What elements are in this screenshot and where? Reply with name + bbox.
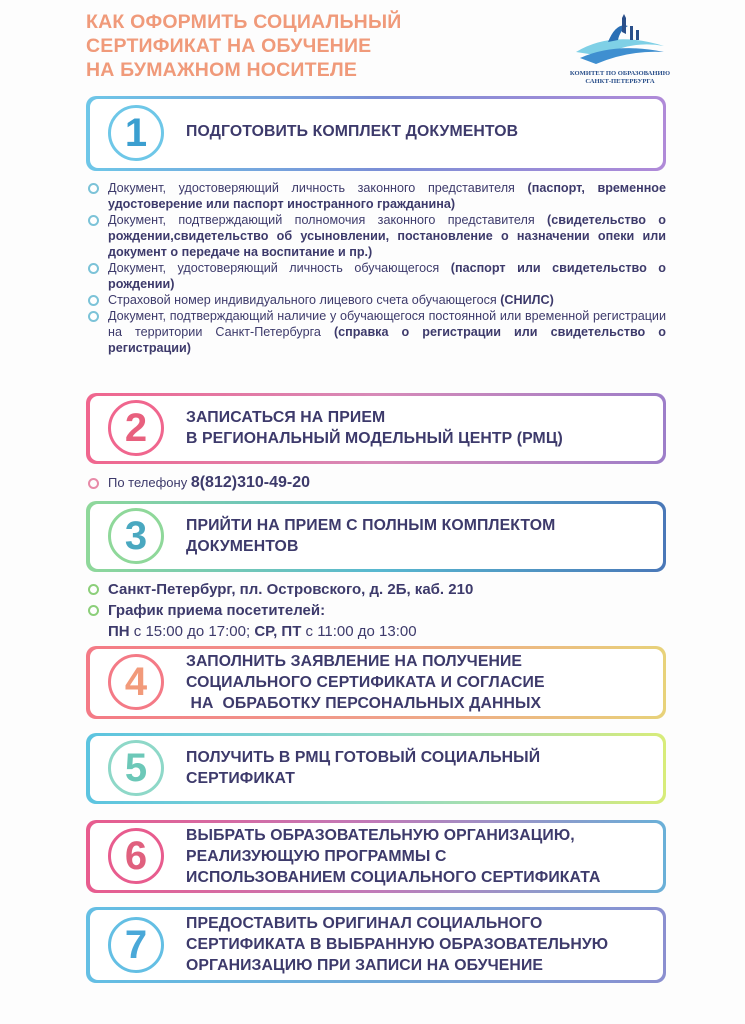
- step-7: [86, 907, 666, 983]
- step-text-line: ИСПОЛЬЗОВАНИЕМ СОЦИАЛЬНОГО СЕРТИФИКАТА: [186, 869, 601, 886]
- step-text: [186, 825, 656, 888]
- schedule-title: [88, 600, 473, 621]
- documents-list: [88, 180, 666, 356]
- step-text: [186, 651, 656, 714]
- item-detail: (СНИЛС): [500, 293, 554, 307]
- step-text-line: СОЦИАЛЬНОГО СЕРТИФИКАТА И СОГЛАСИЕ: [186, 674, 545, 691]
- item-text: Документ, удостоверяющий личность законного представителя: [108, 181, 528, 195]
- list-item: [88, 292, 666, 308]
- list-item: [88, 260, 666, 292]
- step-text-line: ДОКУМЕНТОВ: [186, 538, 299, 555]
- step-text: [186, 407, 656, 449]
- list-item: [88, 180, 666, 212]
- step-text-line: В РЕГИОНАЛЬНЫЙ МОДЕЛЬНЫЙ ЦЕНТР (РМЦ): [186, 430, 563, 447]
- schedule-time: с 15:00 до 17:00;: [129, 623, 255, 640]
- step-6: [86, 820, 666, 893]
- step-number: 5: [108, 740, 164, 796]
- step-text-line: ВЫБРАТЬ ОБРАЗОВАТЕЛЬНУЮ ОРГАНИЗАЦИЮ,: [186, 827, 575, 844]
- item-text: Документ, подтверждающий наличие у обучающегося постоянной или временной регистрации на территории Санкт-Петербурга: [108, 309, 666, 339]
- bullet-icon: [88, 311, 99, 322]
- step-number: 3: [108, 508, 164, 564]
- step-number: 4: [108, 654, 164, 710]
- bullet-icon: [88, 295, 99, 306]
- step-number: 1: [108, 105, 164, 161]
- step-3: [86, 501, 666, 572]
- list-item: [88, 308, 666, 356]
- item-text: Страховой номер индивидуального лицевого счета обучающегося: [108, 293, 501, 307]
- step-number: 2: [108, 400, 164, 456]
- step-text-line: СЕРТИФИКАТА В ВЫБРАННУЮ ОБРАЗОВАТЕЛЬНУЮ: [186, 936, 609, 953]
- item-text: Документ, подтверждающий полномочия законного представителя: [108, 213, 548, 227]
- address-text: Санкт-Петербург, пл. Островского, д. 2Б, каб. 210: [108, 581, 474, 598]
- step-text-line: НА ОБРАБОТКУ ПЕРСОНАЛЬНЫХ ДАННЫХ: [186, 695, 542, 712]
- visit-info: [88, 579, 473, 642]
- step-text-line: ЗАПИСАТЬСЯ НА ПРИЕМ: [186, 409, 386, 426]
- step-text-line: СЕРТИФИКАТ: [186, 770, 296, 787]
- step-4: [86, 646, 666, 719]
- step-text: [186, 121, 656, 142]
- schedule-day: СР, ПТ: [254, 623, 302, 640]
- bullet-icon: [88, 584, 99, 595]
- bullet-icon: [88, 263, 99, 274]
- step-2: [86, 393, 666, 464]
- list-item: [88, 212, 666, 260]
- page-title: [86, 10, 466, 82]
- bullet-icon: [88, 215, 99, 226]
- bullet-icon: [88, 605, 99, 616]
- phone-number: 8(812)310-49-20: [190, 474, 311, 491]
- item-text: Документ, удостоверяющий личность обучающегося: [108, 261, 451, 275]
- step-5: [86, 733, 666, 804]
- bullet-icon: [88, 478, 99, 489]
- address-line: [88, 579, 473, 600]
- item-detail: (паспорт или свидетельство о рождении): [108, 261, 666, 291]
- logo-text: КОМИТЕТ ПО ОБРАЗОВАНИЮ: [569, 70, 671, 77]
- schedule-time: с 11:00 до 13:00: [301, 623, 417, 640]
- step-text-line: ПОЛУЧИТЬ В РМЦ ГОТОВЫЙ СОЦИАЛЬНЫЙ: [186, 749, 541, 766]
- step-text-line: ЗАПОЛНИТЬ ЗАЯВЛЕНИЕ НА ПОЛУЧЕНИЕ: [186, 653, 523, 670]
- step-text-line: ОРГАНИЗАЦИЮ ПРИ ЗАПИСИ НА ОБУЧЕНИЕ: [186, 957, 544, 974]
- item-detail: (справка о регистрации или свидетельство о регистрации): [108, 325, 666, 355]
- phone-label: По телефону: [108, 475, 191, 490]
- step-text-line: РЕАЛИЗУЮЩУЮ ПРОГРАММЫ С: [186, 848, 447, 865]
- step-text-line: ПОДГОТОВИТЬ КОМПЛЕКТ ДОКУМЕНТОВ: [186, 123, 519, 140]
- step-text-line: ПРЕДОСТАВИТЬ ОРИГИНАЛ СОЦИАЛЬНОГО: [186, 915, 543, 932]
- title-line: КАК ОФОРМИТЬ СОЦИАЛЬНЫЙ: [86, 11, 402, 33]
- step-text: [186, 515, 656, 557]
- step-text: [186, 747, 656, 789]
- item-detail: (свидетельство о рождении,свидетельство об усыновлении, постановление о назначении опеки или документ о передаче на воспитание и пр.): [108, 213, 666, 259]
- item-detail: (паспорт, временное удостоверение или паспорт иностранного гражданина): [108, 181, 666, 211]
- phone-line: [88, 474, 310, 492]
- bullet-icon: [88, 183, 99, 194]
- schedule-title-text: График приема посетителей:: [108, 602, 326, 619]
- title-line: НА БУМАЖНОМ НОСИТЕЛЕ: [86, 59, 358, 81]
- schedule-line: [88, 621, 473, 642]
- step-number: 7: [108, 917, 164, 973]
- step-text: [186, 913, 656, 976]
- title-line: СЕРТИФИКАТ НА ОБУЧЕНИЕ: [86, 35, 372, 57]
- logo-text: САНКТ-ПЕТЕРБУРГА: [585, 78, 655, 85]
- step-1: [86, 96, 666, 171]
- schedule-day: ПН: [108, 623, 130, 640]
- logo-emblem-icon: [572, 12, 668, 70]
- step-number: 6: [108, 828, 164, 884]
- step-text-line: ПРИЙТИ НА ПРИЕМ С ПОЛНЫМ КОМПЛЕКТОМ: [186, 517, 556, 534]
- committee-logo: [560, 12, 680, 98]
